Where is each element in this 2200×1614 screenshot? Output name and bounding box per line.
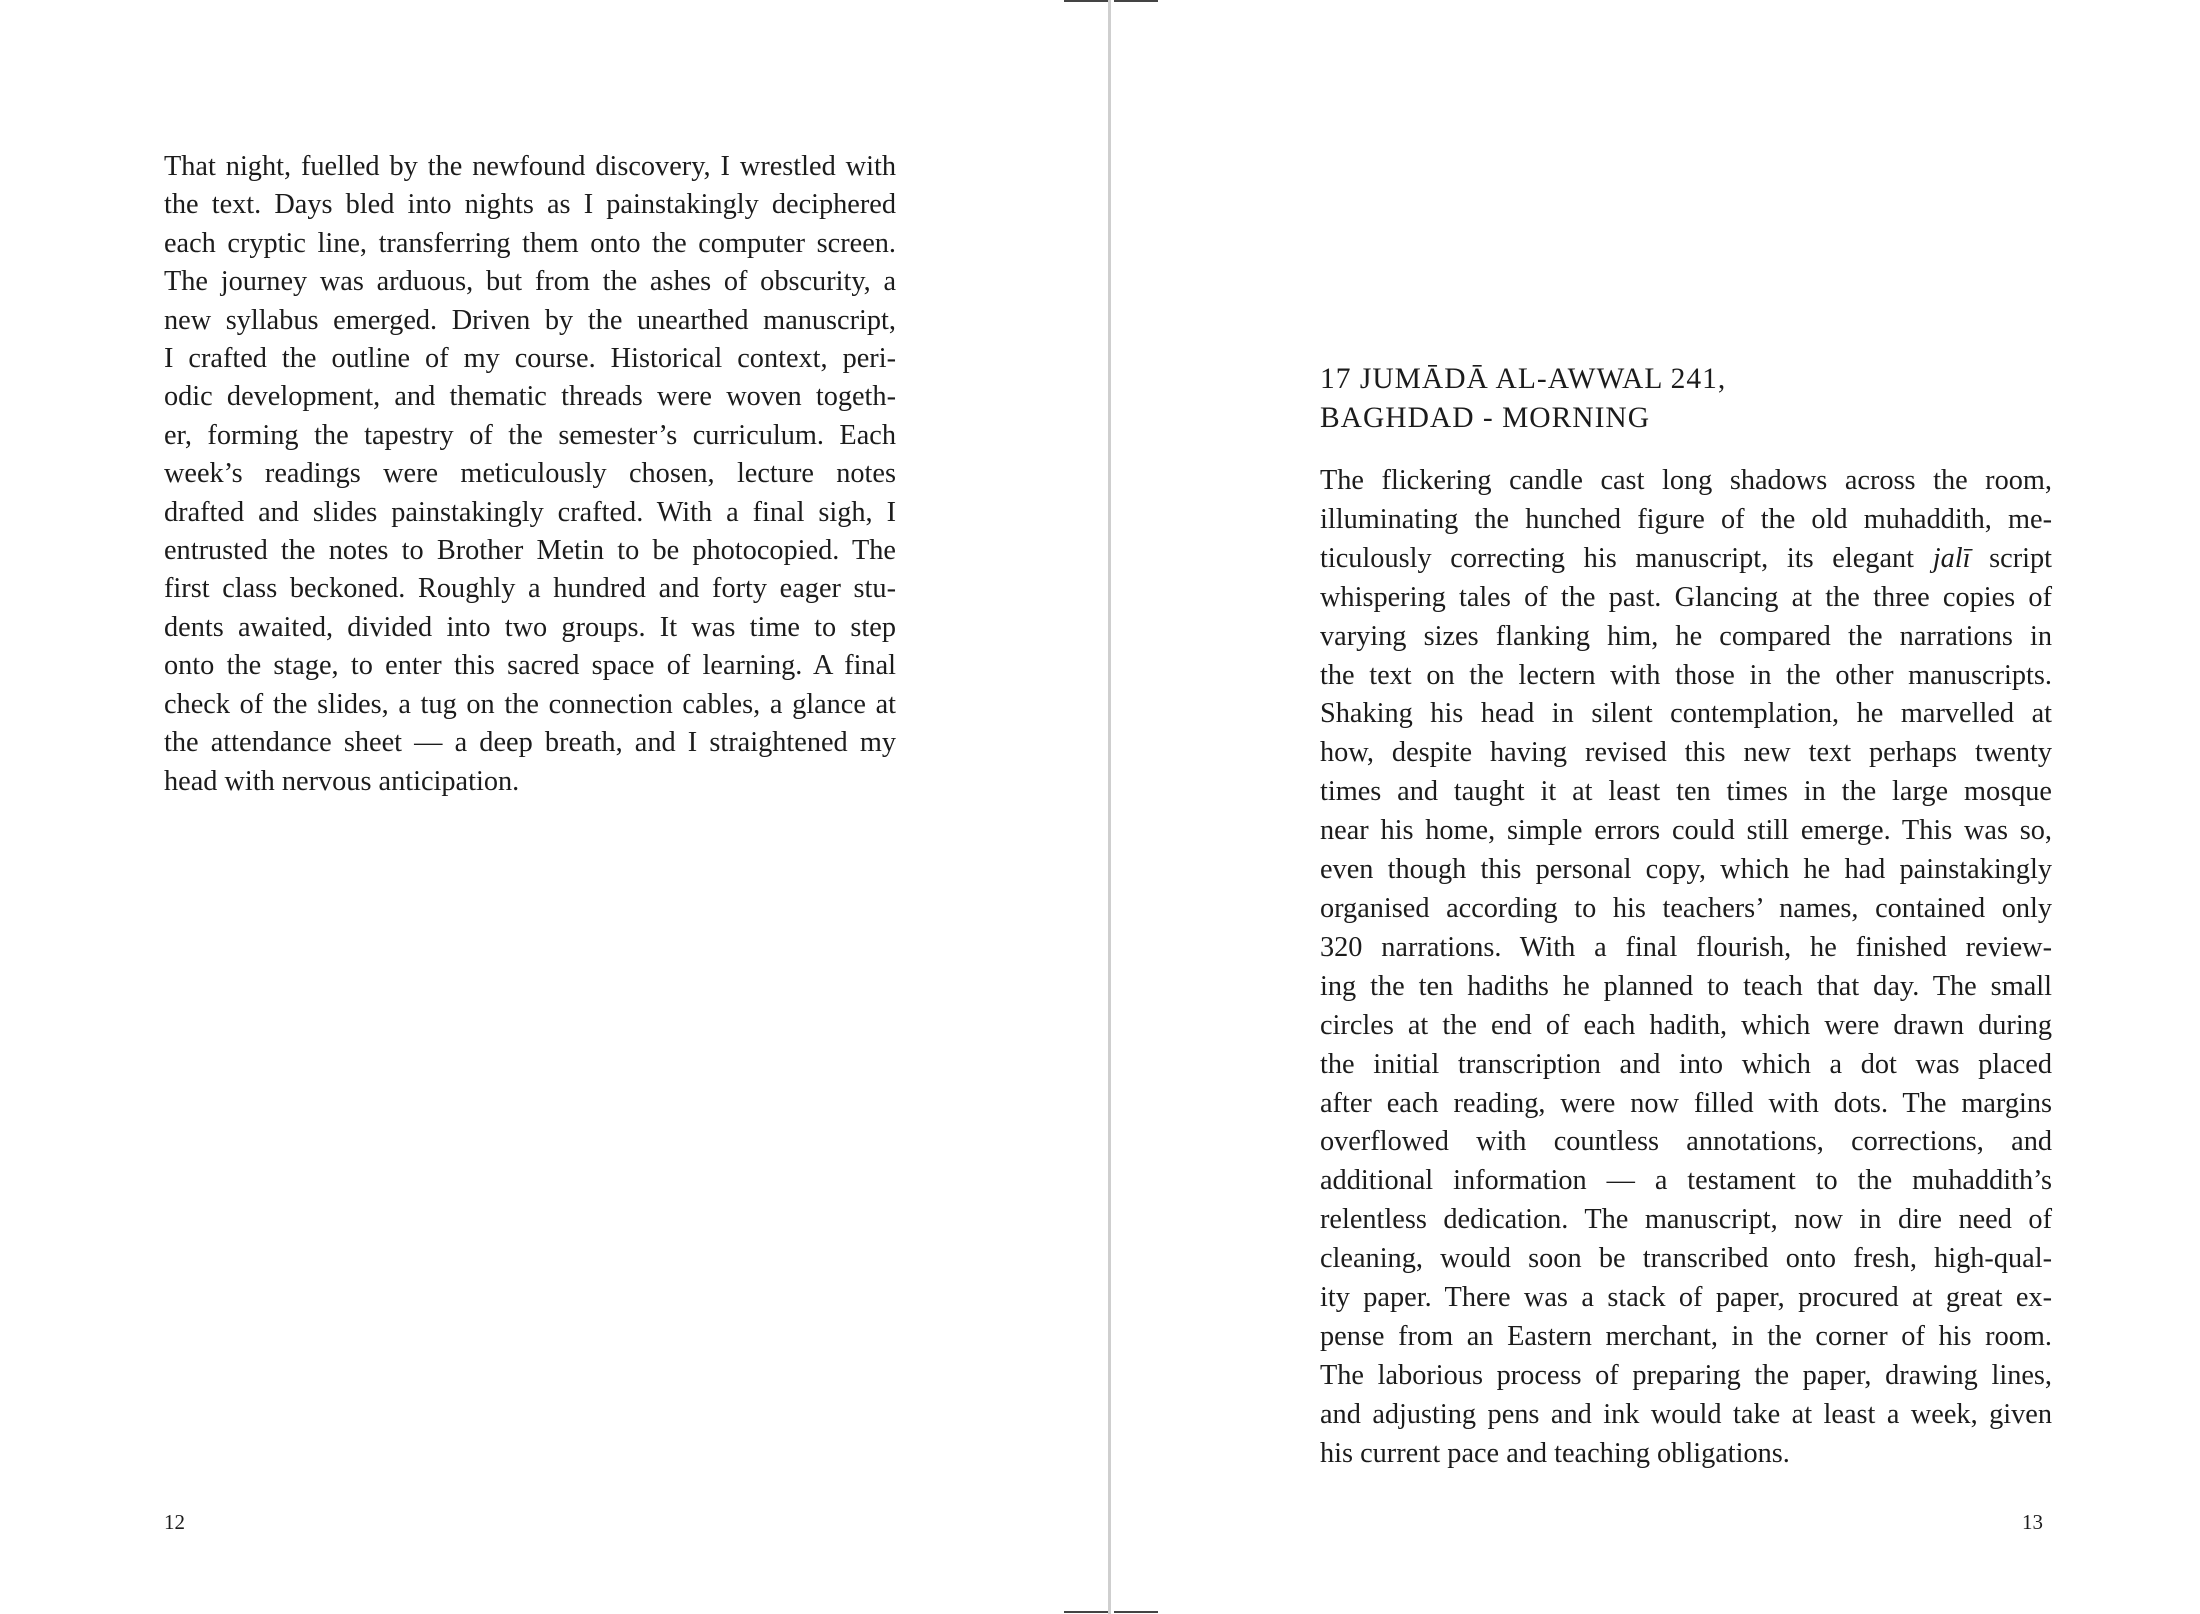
text-line: after each reading, were now filled with dots. The margins [1320,1087,2052,1119]
text-line: times and taught it at least ten times in the large mosque [1320,776,2052,808]
text-line: illuminating the hunched figure of the old muhaddith, me- [1320,503,2052,535]
right-page-body [1320,462,2052,1474]
text-line: The journey was arduous, but from the ashes of obscurity, a [164,266,896,298]
text-line: drafted and slides painstakingly crafted. With a final sigh, I [164,496,896,528]
text-line: the attendance sheet — a deep breath, and I straightened my [164,727,896,759]
text-line: 320 narrations. With a final flourish, he finished review- [1320,931,2052,963]
text-line: varying sizes flanking him, he compared the narrations in [1320,620,2052,652]
text-line: That night, fuelled by the newfound discovery, I wrestled with [164,151,896,182]
text-line: head with nervous anticipation. [164,765,520,797]
section-heading-place: BAGHDAD - MORNING [1320,402,1651,434]
text-line: ing the ten hadiths he planned to teach that day. The small [1320,970,2052,1002]
text-line: even though this personal copy, which he had painstakingly [1320,854,2052,886]
text-line-with-italic [1320,540,2052,579]
text-line: er, forming the tapestry of the semester’s curriculum. Each [164,419,896,451]
text-line: circles at the end of each hadith, which were drawn during [1320,1009,2052,1041]
page-number-right: 13 [2022,1510,2043,1534]
text-line: cleaning, would soon be transcribed onto fresh, high-qual- [1320,1243,2052,1275]
text-line: near his home, simple errors could still emerge. This was so, [1320,815,2052,847]
text-line: ity paper. There was a stack of paper, procured at great ex- [1320,1282,2052,1314]
text-line: his current pace and teaching obligations. [1320,1437,1790,1469]
text-line: the initial transcription and into which a dot was placed [1320,1048,2052,1080]
text-line: additional information — a testament to the muhaddith’s [1320,1165,2052,1197]
text-line: The flickering candle cast long shadows across the room, [1320,465,2052,496]
text-line: each cryptic line, transferring them onto the computer screen. [164,227,896,259]
text-line: odic development, and thematic threads were woven togeth- [164,381,896,413]
text-fragment: ticulously correcting his manuscript, its elegant [1320,542,1933,574]
text-line: the text. Days bled into nights as I painstakingly deciphered [164,189,896,221]
text-line: The laborious process of preparing the paper, drawing lines, [1320,1359,2052,1391]
text-fragment: script [1970,542,2052,574]
text-line: how, despite having revised this new text perhaps twenty [1320,737,2052,769]
text-line: and adjusting pens and ink would take at least a week, given [1320,1398,2052,1430]
text-line: Shaking his head in silent contemplation, he marvelled at [1320,698,2052,730]
text-line: new syllabus emerged. Driven by the unearthed manuscript, [164,304,896,336]
text-line: overflowed with countless annotations, corrections, and [1320,1126,2052,1158]
text-line: pense from an Eastern merchant, in the corner of his room. [1320,1320,2052,1352]
text-line: dents awaited, divided into two groups. It was time to step [164,611,896,643]
section-heading-date: 17 JUMĀDĀ AL-AWWAL 241, [1320,363,1727,395]
text-line: the text on the lectern with those in the other manuscripts. [1320,659,2052,691]
text-line: check of the slides, a tug on the connection cables, a glance at [164,688,896,720]
text-line: week’s readings were meticulously chosen, lecture notes [164,458,896,490]
text-line: first class beckoned. Roughly a hundred and forty eager stu- [164,573,896,605]
section-heading [1320,360,2060,438]
text-line: I crafted the outline of my course. Historical context, peri- [164,343,896,375]
italic-term: jalī [1932,542,1971,574]
page-number-left: 12 [164,1510,185,1534]
page-gutter-divider [1108,0,1111,1614]
text-line: whispering tales of the past. Glancing at the three copies of [1320,581,2052,613]
left-page-body [164,148,896,801]
text-line: entrusted the notes to Brother Metin to be photocopied. The [164,535,896,567]
text-line: relentless dedication. The manuscript, now in dire need of [1320,1204,2052,1236]
text-line: onto the stage, to enter this sacred space of learning. A final [164,650,896,682]
text-line: organised according to his teachers’ names, contained only [1320,892,2052,924]
